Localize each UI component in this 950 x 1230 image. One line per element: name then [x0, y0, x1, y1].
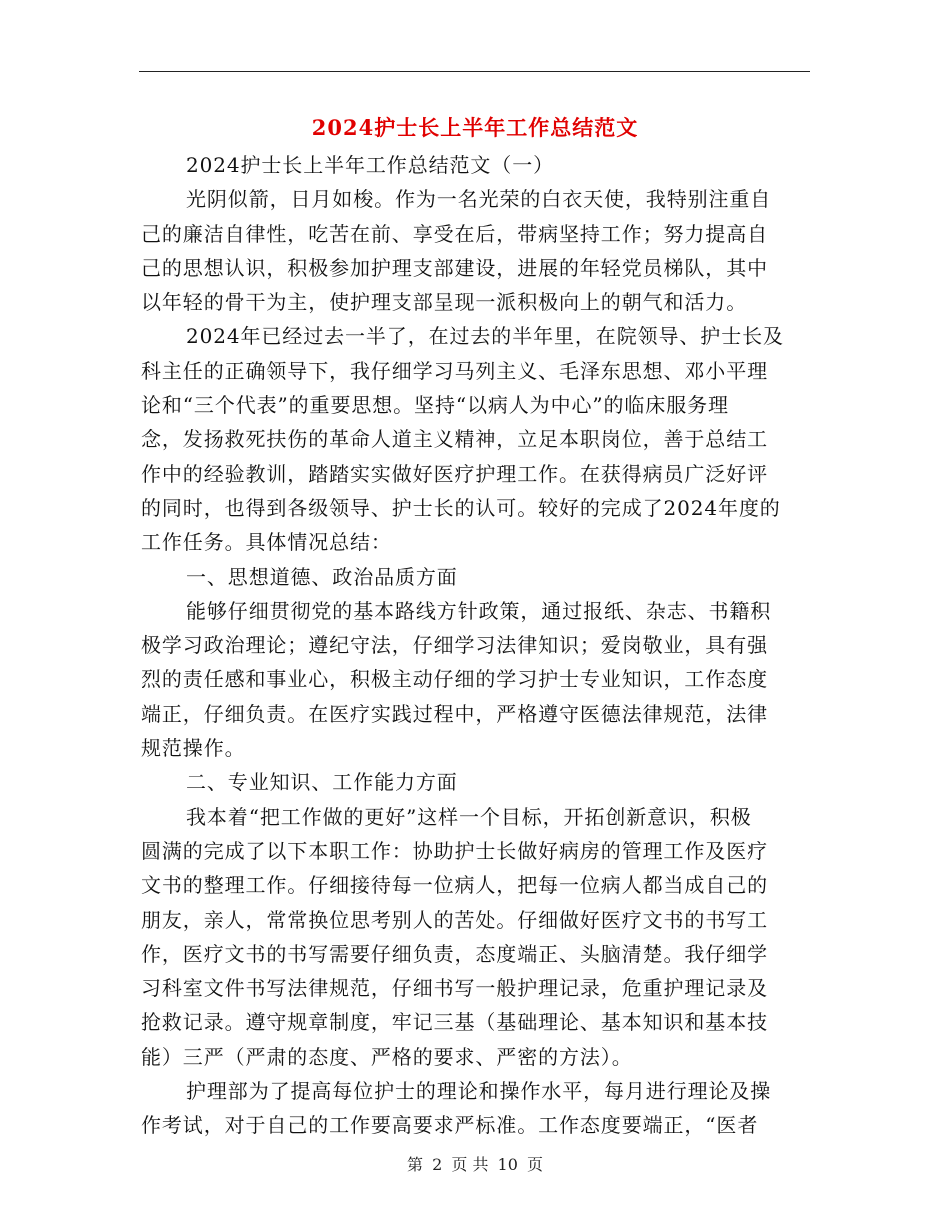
body-line: 作，医疗文书的书写需要仔细负责，态度端正、头脑清楚。我仔细学 — [141, 941, 768, 966]
footer-suffix: 页 — [527, 1155, 544, 1174]
body-line: 文书的整理工作。仔细接待每一位病人，把每一位病人都当成自己的 — [141, 873, 768, 898]
header-rule — [139, 71, 810, 72]
body-line: 科主任的正确领导下，我仔细学习马列主义、毛泽东思想、邓小平理 — [141, 358, 768, 383]
body-line: 的同时，也得到各级领导、护士长的认可。较好的完成了2024年度的 — [141, 495, 781, 520]
footer-total-pages: 10 — [497, 1155, 518, 1174]
body-line: 能够仔细贯彻党的基本路线方针政策，通过报纸、杂志、书籍积 — [186, 598, 772, 623]
body-line: 作中的经验教训，踏踏实实做好医疗护理工作。在获得病员广泛好评 — [141, 461, 768, 486]
body-line: 2024护士长上半年工作总结范文（一） — [186, 153, 554, 177]
body-line: 己的廉洁自律性，吃苦在前、享受在后，带病坚持工作；努力提高自 — [141, 221, 768, 246]
body-line: 抢救记录。遵守规章制度，牢记三基（基础理论、基本知识和基本技 — [141, 1010, 768, 1035]
body-line: 工作任务。具体情况总结： — [141, 530, 392, 555]
body-line: 己的思想认识，积极参加护理支部建设，进展的年轻党员梯队，其中 — [141, 255, 768, 280]
body-line: 护理部为了提高每位护士的理论和操作水平，每月进行理论及操 — [186, 1079, 772, 1104]
body-line: 一、思想道德、政治品质方面 — [186, 564, 458, 589]
body-line: 论和“三个代表”的重要思想。坚持“以病人为中心”的临床服务理 — [141, 393, 729, 418]
body-line: 念，发扬救死扶伤的革命人道主义精神，立足本职岗位，善于总结工 — [141, 427, 768, 452]
document-body — [141, 148, 813, 1143]
body-line: 端正，仔细负责。在医疗实践过程中，严格遵守医德法律规范，法律 — [141, 701, 768, 726]
body-line: 2024年已经过去一半了，在过去的半年里，在院领导、护士长及 — [186, 324, 784, 349]
page-footer — [0, 1152, 950, 1175]
footer-middle: 页 共 — [451, 1155, 489, 1174]
footer-page-number: 2 — [432, 1155, 443, 1174]
body-line: 能）三严（严肃的态度、严格的要求、严密的方法）。 — [141, 1044, 633, 1069]
body-line: 二、专业知识、工作能力方面 — [186, 770, 458, 795]
body-line: 习科室文件书写法律规范，仔细书写一般护理记录，危重护理记录及 — [141, 976, 768, 1001]
body-line: 我本着“把工作做的更好”这样一个目标，开拓创新意识，积极 — [186, 804, 752, 829]
footer-prefix: 第 — [406, 1155, 423, 1174]
body-line: 光阴似箭，日月如梭。作为一名光荣的白衣天使，我特别注重自 — [186, 187, 772, 212]
body-line: 作考试，对于自己的工作要高要求严标准。工作态度要端正，“医者 — [141, 1113, 759, 1138]
body-line: 以年轻的骨干为主，使护理支部呈现一派积极向上的朝气和活力。 — [141, 290, 748, 315]
body-line: 圆满的完成了以下本职工作：协助护士长做好病房的管理工作及医疗 — [141, 838, 768, 863]
body-line: 极学习政治理论；遵纪守法，仔细学习法律知识；爱岗敬业，具有强 — [141, 633, 768, 658]
body-line: 规范操作。 — [141, 736, 246, 761]
body-line: 朋友，亲人，常常换位思考别人的苦处。仔细做好医疗文书的书写工 — [141, 907, 768, 932]
document-title: 2024护士长上半年工作总结范文 — [311, 115, 639, 140]
body-line: 烈的责任感和事业心，积极主动仔细的学习护士专业知识，工作态度 — [141, 667, 768, 692]
